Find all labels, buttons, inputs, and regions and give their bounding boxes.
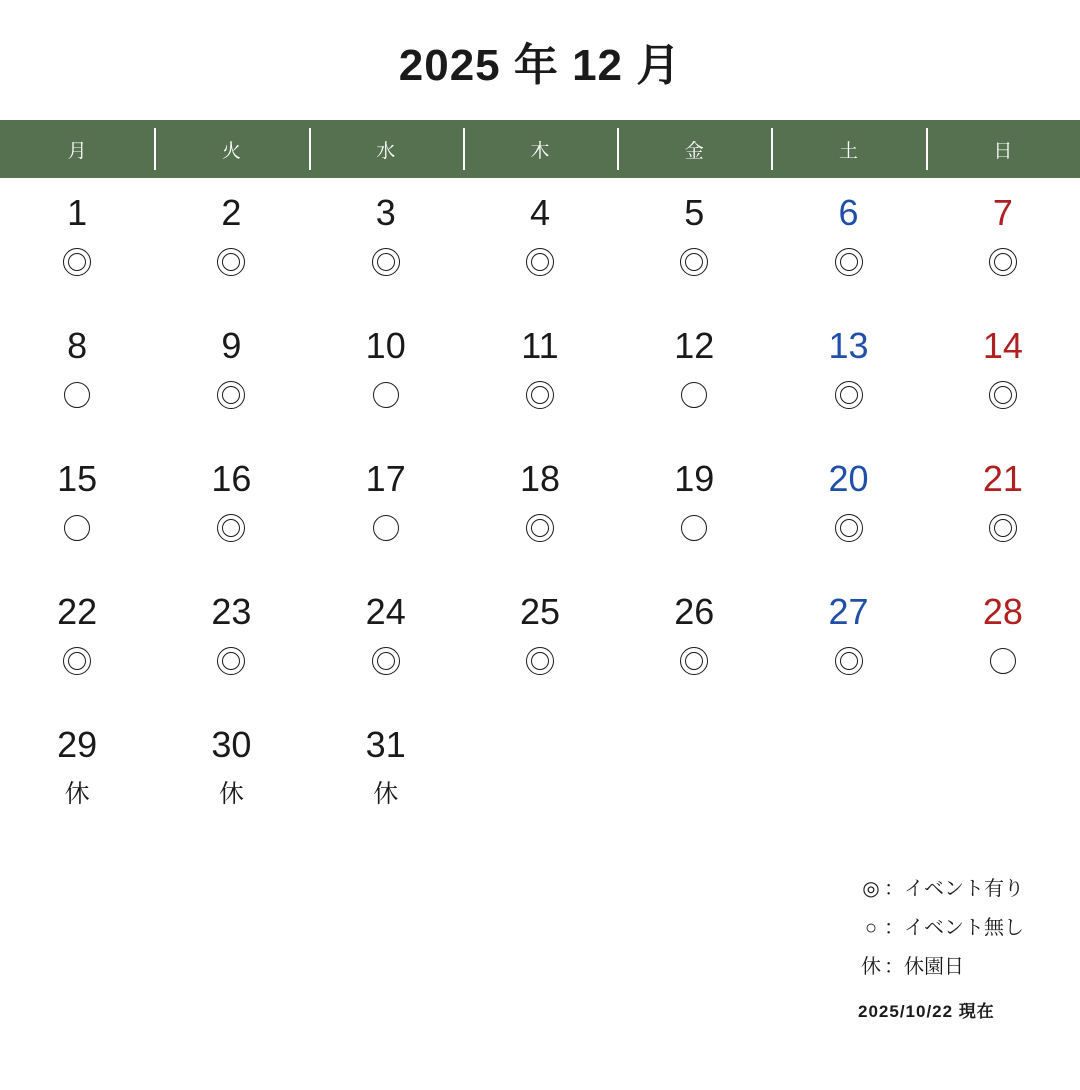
no-event-mark-icon [681, 512, 707, 544]
weekday-header-cell-0 [0, 120, 154, 178]
event-mark-icon [63, 246, 91, 278]
event-mark-icon [526, 246, 554, 278]
calendar-day-cell[interactable] [617, 583, 771, 716]
calendar-day-cell[interactable] [617, 317, 771, 450]
day-number: 3 [375, 192, 396, 234]
single-circle-icon [373, 382, 399, 408]
double-circle-icon [680, 647, 708, 675]
calendar-day-cell[interactable] [771, 184, 925, 317]
weekday-header-cell-3 [463, 120, 617, 178]
closed-label: 休 [218, 780, 244, 809]
closed-mark-icon [65, 778, 90, 810]
day-number: 26 [674, 591, 715, 633]
event-mark-icon [680, 645, 708, 677]
calendar-grid [0, 184, 1080, 849]
calendar-day-cell[interactable] [771, 583, 925, 716]
legend-closed-label: ：休園日 [884, 955, 964, 978]
closed-mark-icon: 休 [861, 955, 881, 978]
day-number: 25 [519, 591, 561, 633]
event-mark-icon [989, 512, 1017, 544]
event-mark-icon [217, 645, 245, 677]
event-mark-icon [372, 246, 400, 278]
day-number: 15 [57, 458, 98, 500]
double-circle-icon [372, 248, 400, 276]
double-circle-icon [63, 248, 91, 276]
day-number: 5 [684, 192, 705, 234]
weekday-header-cell-5 [771, 120, 925, 178]
double-circle-icon [217, 514, 245, 542]
day-number: 9 [221, 325, 242, 367]
calendar-day-cell[interactable] [309, 583, 463, 716]
day-number: 18 [519, 458, 561, 500]
day-number: 14 [982, 325, 1023, 367]
weekday-header [0, 120, 1080, 178]
calendar-day-cell[interactable] [154, 716, 308, 849]
closed-mark-icon [219, 778, 244, 810]
double-circle-icon [217, 248, 245, 276]
event-mark-icon [217, 512, 245, 544]
calendar-day-cell[interactable] [463, 184, 617, 317]
single-circle-icon [681, 382, 707, 408]
day-number: 16 [211, 458, 252, 500]
calendar-day-cell[interactable] [463, 583, 617, 716]
event-mark-icon [526, 645, 554, 677]
weekday-header-cell-6 [926, 120, 1080, 178]
day-number: 22 [57, 591, 98, 633]
legend-event [858, 870, 1024, 909]
calendar-day-cell[interactable] [0, 450, 154, 583]
double-circle-icon [526, 647, 554, 675]
calendar-day-cell[interactable] [154, 583, 308, 716]
double-circle-icon [835, 647, 863, 675]
day-number: 21 [982, 458, 1023, 500]
calendar-day-cell[interactable] [0, 317, 154, 450]
day-number: 30 [211, 724, 252, 766]
weekday-label: 金 [684, 140, 704, 162]
double-circle-icon [835, 514, 863, 542]
double-circle-icon [835, 248, 863, 276]
no-event-mark-icon [990, 645, 1016, 677]
double-circle-icon [217, 381, 245, 409]
as-of-date: 2025/10/22 現在 [858, 1001, 995, 1021]
no-event-mark-icon [681, 379, 707, 411]
day-number: 28 [982, 591, 1023, 633]
day-number: 4 [529, 192, 550, 234]
double-circle-icon [526, 514, 554, 542]
weekday-label: 木 [530, 140, 550, 162]
double-circle-icon [526, 248, 554, 276]
weekday-label: 日 [993, 140, 1013, 162]
event-mark-icon [835, 246, 863, 278]
single-circle-icon [64, 515, 90, 541]
event-mark-icon [526, 379, 554, 411]
day-number: 17 [365, 458, 406, 500]
closed-mark-icon [373, 778, 398, 810]
day-number: 29 [57, 724, 98, 766]
no-event-mark-icon [373, 512, 399, 544]
page-title: 2025 年 12 月 [398, 41, 682, 90]
single-circle-icon [373, 515, 399, 541]
day-number: 19 [674, 458, 715, 500]
calendar-day-cell[interactable] [771, 450, 925, 583]
calendar-day-cell[interactable] [309, 450, 463, 583]
legend-no-event-label: ：イベント無し [884, 916, 1024, 939]
closed-label: 休 [64, 780, 90, 809]
day-number: 10 [365, 325, 406, 367]
double-circle-icon [372, 647, 400, 675]
day-number: 13 [828, 325, 869, 367]
day-number: 23 [211, 591, 252, 633]
weekday-label: 土 [839, 140, 859, 162]
calendar-day-cell[interactable] [771, 317, 925, 450]
legend-no-event [858, 909, 1024, 948]
event-mark-icon [217, 246, 245, 278]
double-circle-icon [989, 248, 1017, 276]
closed-label: 休 [373, 780, 399, 809]
double-circle-icon [835, 381, 863, 409]
event-mark-icon: ◎ [862, 877, 880, 900]
calendar-day-cell[interactable] [926, 317, 1080, 450]
calendar-day-cell[interactable] [463, 317, 617, 450]
day-number: 31 [365, 724, 406, 766]
single-circle-icon [64, 382, 90, 408]
double-circle-icon [63, 647, 91, 675]
event-mark-icon [526, 512, 554, 544]
calendar-day-cell[interactable] [617, 184, 771, 317]
calendar-day-cell[interactable] [463, 450, 617, 583]
no-event-mark-icon [373, 379, 399, 411]
legend-event-label: ：イベント有り [884, 877, 1024, 900]
calendar-day-cell[interactable] [309, 184, 463, 317]
weekday-label: 火 [221, 140, 241, 162]
weekday-label: 水 [376, 140, 396, 162]
calendar-day-cell[interactable] [926, 583, 1080, 716]
legend [858, 870, 1024, 1028]
calendar-day-cell[interactable] [309, 317, 463, 450]
day-number: 24 [365, 591, 406, 633]
calendar-day-cell[interactable] [154, 450, 308, 583]
single-circle-icon [681, 515, 707, 541]
calendar-day-cell[interactable] [926, 450, 1080, 583]
double-circle-icon [989, 381, 1017, 409]
no-event-mark-icon [64, 512, 90, 544]
event-mark-icon [989, 379, 1017, 411]
calendar-day-cell[interactable] [0, 583, 154, 716]
weekday-header-cell-1 [154, 120, 308, 178]
event-mark-icon [372, 645, 400, 677]
calendar-day-cell[interactable] [617, 450, 771, 583]
day-number: 1 [67, 192, 88, 234]
single-circle-icon [990, 648, 1016, 674]
day-number: 27 [828, 591, 869, 633]
double-circle-icon [526, 381, 554, 409]
weekday-header-cell-4 [617, 120, 771, 178]
calendar-day-cell[interactable] [309, 716, 463, 849]
event-mark-icon [680, 246, 708, 278]
event-mark-icon [63, 645, 91, 677]
day-number: 20 [828, 458, 869, 500]
weekday-header-cell-2 [309, 120, 463, 178]
calendar-day-cell[interactable] [154, 184, 308, 317]
day-number: 6 [838, 192, 859, 234]
event-mark-icon [989, 246, 1017, 278]
day-number: 11 [521, 325, 559, 367]
event-mark-icon [835, 645, 863, 677]
double-circle-icon [217, 647, 245, 675]
weekday-label: 月 [67, 140, 87, 162]
calendar-day-cell[interactable] [154, 317, 308, 450]
double-circle-icon [680, 248, 708, 276]
calendar-day-cell[interactable] [926, 184, 1080, 317]
calendar-day-cell[interactable] [0, 716, 154, 849]
no-event-mark-icon: ○ [864, 916, 878, 939]
day-number: 8 [67, 325, 88, 367]
event-mark-icon [835, 379, 863, 411]
event-mark-icon [217, 379, 245, 411]
no-event-mark-icon [64, 379, 90, 411]
calendar-day-cell[interactable] [0, 184, 154, 317]
legend-closed [858, 948, 1024, 987]
day-number: 7 [992, 192, 1013, 234]
double-circle-icon [989, 514, 1017, 542]
event-mark-icon [835, 512, 863, 544]
day-number: 12 [674, 325, 715, 367]
day-number: 2 [221, 192, 242, 234]
